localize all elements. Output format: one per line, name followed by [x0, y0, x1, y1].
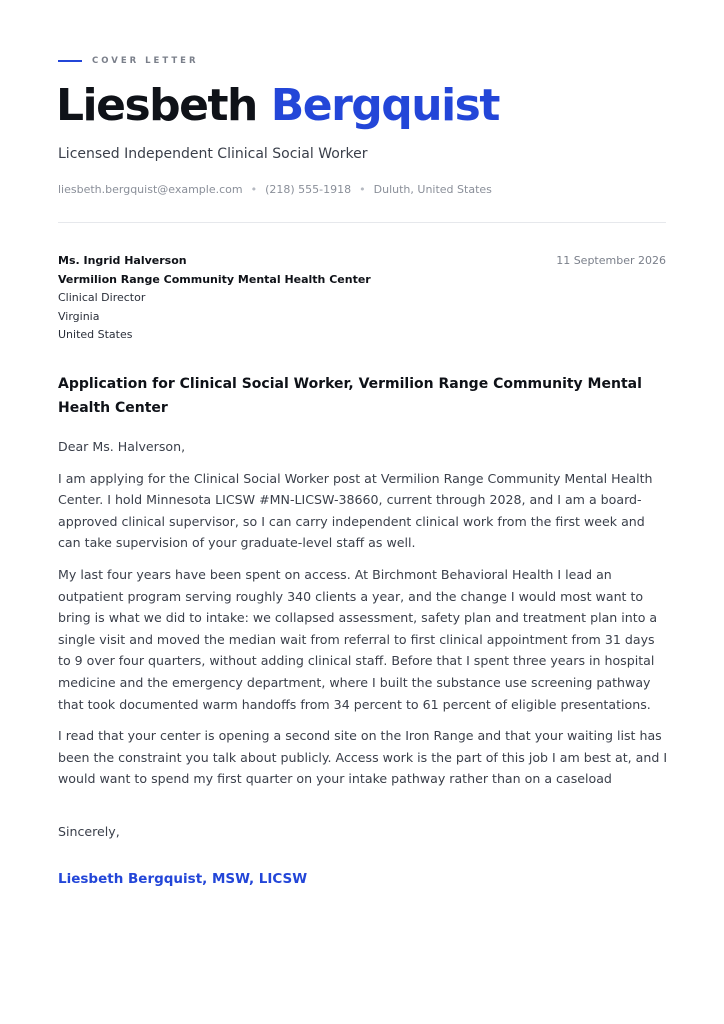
document-label: [58, 56, 199, 66]
header-divider: [58, 222, 666, 223]
accent-rule: [58, 60, 82, 62]
contact-email: liesbeth.bergquist@example.com: [58, 183, 243, 196]
recipient-country: United States: [58, 328, 133, 341]
salutation: Dear Ms. Halverson,: [58, 439, 186, 454]
contact-separator: •: [250, 183, 258, 196]
recipient-block: [58, 252, 371, 345]
letter-date: 11 September 2026: [556, 254, 666, 267]
body-paragraph: I am applying for the Clinical Social Worker post at Vermilion Range Community Mental Health Center. I hold Minnesota LICSW #MN-LICSW-38660, current through 2028, and I am a board-approved clinical supervisor, so I can carry independent clinical work from the first week and can take supervision of your graduate-level staff as well.: [58, 470, 653, 551]
recipient-organization: Vermilion Range Community Mental Health Center: [58, 272, 371, 286]
applicant-first-name: Liesbeth: [56, 80, 257, 131]
signature: Liesbeth Bergquist, MSW, LICSW: [58, 871, 308, 887]
body-paragraph: I read that your center is opening a second site on the Iron Range and that your waiting list has been the constraint you talk about publicly. Access work is the part of this job I am best at, and I would want to spend my first quarter on your intake pathway rather than on a caseload: [58, 728, 668, 787]
letter-body: [58, 436, 670, 800]
contact-separator: •: [359, 183, 366, 196]
document-label-text: COVER LETTER: [92, 56, 199, 66]
body-paragraph: My last four years have been spent on access. At Birchmont Behavioral Health I lead an outpatient program serving roughly 340 clients a year, and the change I would most want to bring is what we did to intake: we collapsed assessment, safety plan and treatment plan into a single visit and moved the median wait from referral to first clinical appointment from 31 days to 9 over four quarters, without adding clinical staff. Before that I spent three years in hospital medicine and the emergency department, where I built the substance use screening pathway that took documented warm handoffs from 34 percent to 61 percent of eligible presentations.: [58, 566, 658, 712]
recipient-region: Virginia: [58, 309, 100, 323]
applicant-name: [56, 78, 499, 134]
applicant-last-name: Bergquist: [270, 80, 499, 131]
contact-location: Duluth, United States: [373, 183, 492, 196]
recipient-name: Ms. Ingrid Halverson: [58, 254, 187, 267]
recipient-title: Clinical Director: [58, 291, 146, 304]
contact-phone: (218) 555-1918: [265, 183, 352, 196]
applicant-role: Licensed Independent Clinical Social Worker: [58, 146, 368, 162]
letter-subject: Application for Clinical Social Worker, Vermilion Range Community Mental Health Center: [58, 376, 642, 416]
contact-line: [58, 183, 492, 196]
closing: Sincerely,: [58, 824, 120, 839]
